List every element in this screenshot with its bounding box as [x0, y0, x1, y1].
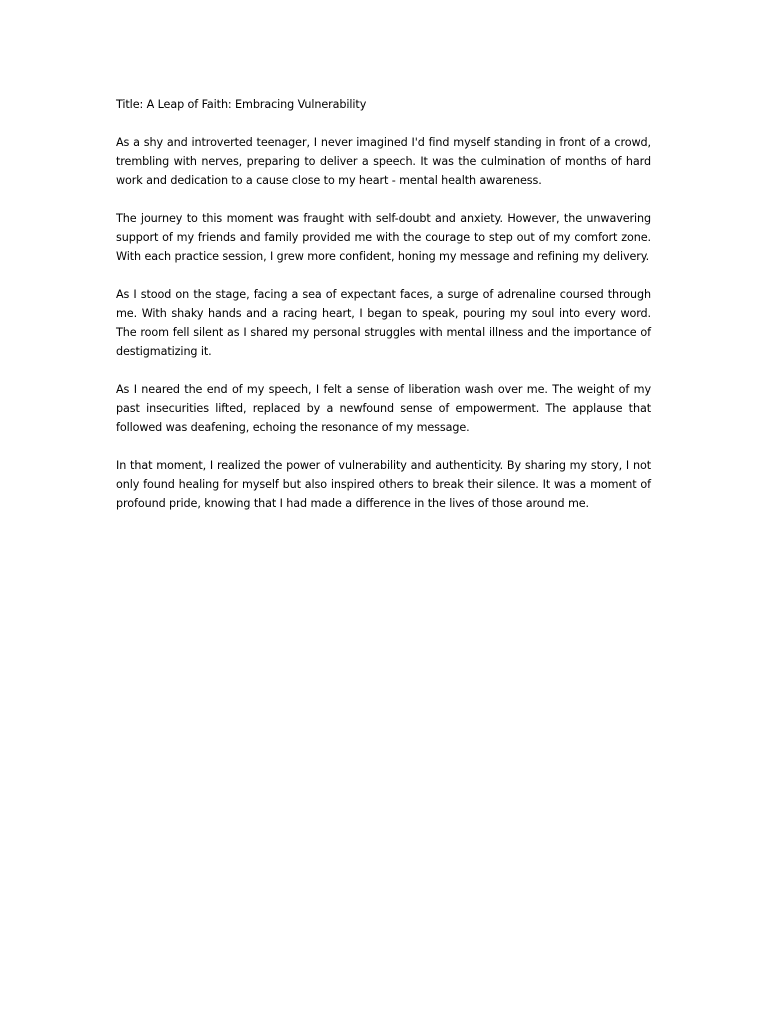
document-body: [116, 95, 651, 532]
paragraph-1: As a shy and introverted teenager, I never imagined I'd find myself standing in front of a crowd, trembling with nerves, preparing to deliver a speech. It was the culmination of months of hard work and dedication to a cause close to my heart - mental health awareness.: [116, 136, 651, 187]
paragraph-2: The journey to this moment was fraught with self-doubt and anxiety. However, the unwavering support of my friends and family provided me with the courage to step out of my comfort zone. With each practice session, I grew more confident, honing my message and refining my delivery.: [116, 212, 651, 263]
paragraph-5: In that moment, I realized the power of vulnerability and authenticity. By sharing my story, I not only found healing for myself but also inspired others to break their silence. It was a moment of profound pride, knowing that I had made a difference in the lives of those around me.: [116, 459, 651, 510]
paragraph-4: As I neared the end of my speech, I felt a sense of liberation wash over me. The weight of my past insecurities lifted, replaced by a newfound sense of empowerment. The applause that followed was deafening, echoing the resonance of my message.: [116, 383, 651, 434]
paragraph-3: As I stood on the stage, facing a sea of expectant faces, a surge of adrenaline coursed through me. With shaky hands and a racing heart, I began to speak, pouring my soul into every word. The room fell silent as I shared my personal struggles with mental illness and the importance of destigmatizing it.: [116, 288, 651, 358]
document-title: Title: A Leap of Faith: Embracing Vulnerability: [116, 98, 367, 111]
